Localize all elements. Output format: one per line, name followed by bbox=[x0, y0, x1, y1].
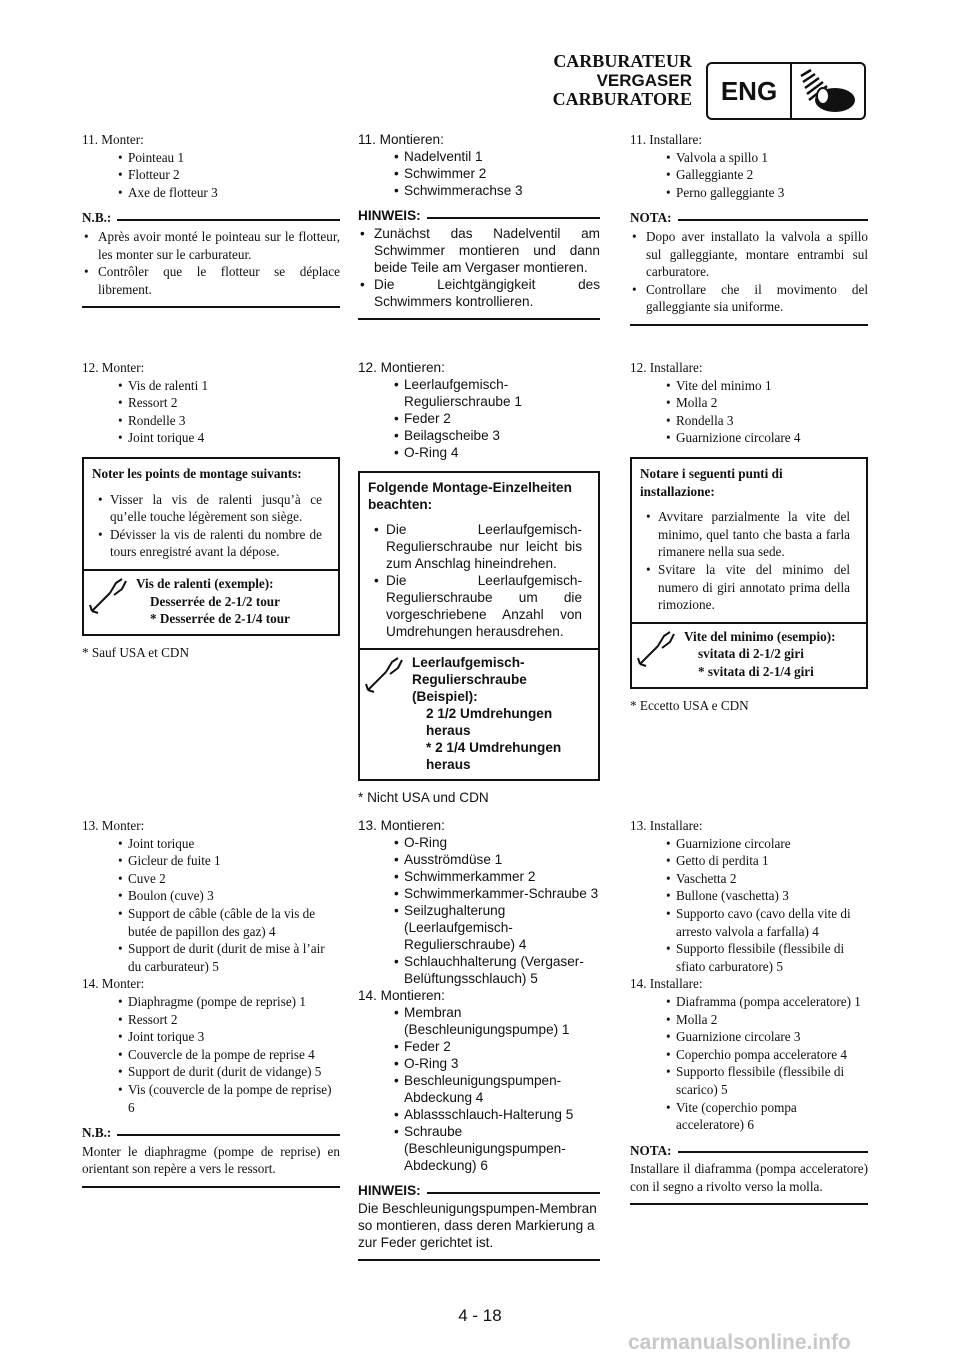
step-title: 11. Monter: bbox=[82, 132, 144, 147]
list-item: • Molla 2 bbox=[630, 394, 868, 412]
list-item: • Bullone (vaschetta) 3 bbox=[630, 887, 868, 905]
list-item: • Joint torique 4 bbox=[82, 429, 340, 447]
title-de: VERGASER bbox=[596, 71, 692, 90]
list-item: • Guarnizione circolare 3 bbox=[630, 1028, 868, 1046]
list-item: • Diaframma (pompa acceleratore) 1 bbox=[630, 993, 868, 1011]
note-heading bbox=[630, 209, 868, 227]
section-code: ENG bbox=[708, 64, 792, 118]
list-item: • Valvola a spillo 1 bbox=[630, 149, 868, 167]
svg-text:carmanualsonline.info: carmanualsonline.info bbox=[628, 1331, 851, 1354]
spec-title: Vite del minimo (esempio): bbox=[684, 628, 836, 644]
list-item: • Gicleur de fuite 1 bbox=[82, 852, 340, 870]
spec-value: Desserrée de 2-1/2 tour bbox=[150, 593, 280, 609]
list-item: • Membran (Beschleunigungspumpe) 1 bbox=[358, 1004, 600, 1038]
box-heading: Notare i seguenti punti di installazione: bbox=[640, 465, 783, 499]
spec-panel bbox=[84, 569, 338, 634]
step-title: 14. Installare: bbox=[630, 976, 703, 992]
wrench-icon bbox=[360, 650, 408, 779]
footnote: * Nicht USA und CDN bbox=[358, 790, 489, 805]
step-title: 13. Installare: bbox=[630, 818, 703, 833]
step-title: 14. Monter: bbox=[82, 976, 145, 992]
step-title: 13. Montieren: bbox=[358, 818, 445, 833]
list-item: • Support de durit (durit de mise à l’air du carburateur) 5 bbox=[82, 940, 340, 975]
list-item: • Couvercle de la pompe de reprise 4 bbox=[82, 1046, 340, 1064]
step-title: 11. Montieren: bbox=[358, 132, 444, 147]
note-heading bbox=[358, 1182, 600, 1199]
footnote: * Eccetto USA e CDN bbox=[630, 697, 749, 713]
title-fr: CARBURATEUR bbox=[553, 51, 692, 71]
list-item: • Beilagscheibe 3 bbox=[358, 427, 600, 444]
spec-title: Leerlaufgemisch-Regulierschraube (Beispiel): bbox=[412, 655, 527, 704]
step-title: 12. Installare: bbox=[630, 360, 703, 375]
list-item: • Joint torique bbox=[82, 835, 340, 853]
list-item: • Seilzughalterung (Leerlaufgemisch-Regulierschraube) 4 bbox=[358, 902, 600, 953]
box-item: • Visser la vis de ralenti jusqu’à ce qu’elle touche légèrement son siège. bbox=[92, 491, 330, 526]
box-item: • Die Leerlaufgemisch-Regulierschraube um die vorgeschriebene Anzahl von Umdrehungen herausdrehen. bbox=[368, 572, 590, 640]
column-it bbox=[630, 131, 868, 326]
list-item: • Vite del minimo 1 bbox=[630, 377, 868, 395]
installation-box bbox=[82, 457, 340, 636]
list-item: • Guarnizione circolare bbox=[630, 835, 868, 853]
note-label: HINWEIS: bbox=[358, 1183, 421, 1198]
list-item: • Schwimmer 2 bbox=[358, 165, 600, 182]
list-item: • Ressort 2 bbox=[82, 1011, 340, 1029]
step-title: 12. Montieren: bbox=[358, 360, 445, 375]
note-label: HINWEIS: bbox=[358, 208, 421, 223]
list-item: • Ausströmdüse 1 bbox=[358, 851, 600, 868]
list-item: • Schlauchhalterung (Vergaser-Belüftungsschlauch) 5 bbox=[358, 953, 600, 987]
column-de bbox=[358, 131, 600, 320]
spec-value: * Desserrée de 2-1/4 tour bbox=[150, 611, 290, 627]
list-item: • Schwimmerkammer 2 bbox=[358, 868, 600, 885]
box-heading: Noter les points de montage suivants: bbox=[92, 465, 302, 481]
list-item: • Getto di perdita 1 bbox=[630, 852, 868, 870]
list-item: • Rondelle 3 bbox=[82, 412, 340, 430]
box-item: • Dévisser la vis de ralenti du nombre de tours enregistré avant la dépose. bbox=[92, 526, 330, 561]
list-item: • Molla 2 bbox=[630, 1011, 868, 1029]
column-fr bbox=[82, 131, 340, 308]
note-heading bbox=[82, 1124, 340, 1142]
spec-panel bbox=[360, 648, 598, 779]
note-item: • Die Leichtgängigkeit des Schwimmers kontrollieren. bbox=[358, 276, 600, 310]
spec-value: 2 1/2 Umdrehungen heraus bbox=[426, 706, 553, 738]
list-item: • Supporto flessibile (flessibile di scarico) 5 bbox=[630, 1063, 868, 1098]
box-heading: Folgende Montage-Einzelheiten beachten: bbox=[368, 480, 572, 512]
wrench-icon bbox=[84, 571, 132, 634]
spec-title: Vis de ralenti (exemple): bbox=[136, 575, 274, 591]
note-label: NOTA: bbox=[630, 1142, 672, 1158]
spec-value: * svitata di 2-1/4 giri bbox=[698, 663, 814, 679]
list-item: • Guarnizione circolare 4 bbox=[630, 429, 868, 447]
installation-box bbox=[358, 471, 600, 781]
list-item: • Ablassschlauch-Halterung 5 bbox=[358, 1106, 600, 1123]
note-text: Monter le diaphragme (pompe de reprise) en orientant son repère a vers le ressort. bbox=[82, 1143, 340, 1177]
list-item: • Vis de ralenti 1 bbox=[82, 377, 340, 395]
list-item: • Feder 2 bbox=[358, 410, 600, 427]
list-item: • Flotteur 2 bbox=[82, 166, 340, 184]
watermark-logo bbox=[628, 1330, 948, 1354]
step-title: 11. Installare: bbox=[630, 132, 703, 147]
list-item: • Vis (couvercle de la pompe de reprise) 6 bbox=[82, 1081, 340, 1116]
box-item: • Avvitare parzialmente la vite del minimo, quel tanto che basta a farla rimanere nella sua sede. bbox=[640, 508, 858, 561]
list-item: • Schwimmerkammer-Schraube 3 bbox=[358, 885, 600, 902]
list-item: • Joint torique 3 bbox=[82, 1028, 340, 1046]
column-it-step12 bbox=[630, 359, 868, 714]
note-heading bbox=[82, 209, 340, 227]
column-it-step13 bbox=[630, 817, 868, 1205]
note-item: • Après avoir monté le pointeau sur le flotteur, les monter sur le carburateur. bbox=[82, 228, 340, 263]
wrench-icon bbox=[632, 624, 680, 687]
spec-value: svitata di 2-1/2 giri bbox=[698, 646, 804, 662]
note-label: N.B.: bbox=[82, 210, 112, 226]
list-item: • Beschleunigungspumpen-Abdeckung 4 bbox=[358, 1072, 600, 1106]
list-item: • Perno galleggiante 3 bbox=[630, 184, 868, 202]
spec-value: * 2 1/4 Umdrehungen heraus bbox=[426, 740, 562, 772]
spec-panel bbox=[632, 622, 866, 687]
note-item: • Zunächst das Nadelventil am Schwimmer montieren und dann beide Teile am Vergaser montieren. bbox=[358, 225, 600, 276]
note-heading bbox=[358, 207, 600, 224]
title-it: CARBURATORE bbox=[552, 89, 692, 109]
engine-spring-icon bbox=[792, 64, 864, 118]
footnote: * Sauf USA et CDN bbox=[82, 644, 189, 660]
list-item: • Rondella 3 bbox=[630, 412, 868, 430]
list-item: • O-Ring bbox=[358, 834, 600, 851]
list-item: • Supporto flessibile (flessibile di sfiato carburatore) 5 bbox=[630, 940, 868, 975]
installation-box bbox=[630, 457, 868, 689]
list-item: • Coperchio pompa acceleratore 4 bbox=[630, 1046, 868, 1064]
list-item: • Feder 2 bbox=[358, 1038, 600, 1055]
list-item: • Vaschetta 2 bbox=[630, 870, 868, 888]
list-item: • O-Ring 4 bbox=[358, 444, 600, 461]
step-title: 14. Montieren: bbox=[358, 988, 445, 1003]
list-item: • Ressort 2 bbox=[82, 394, 340, 412]
note-text: Installare il diaframma (pompa acceleratore) con il segno a rivolto verso la molla. bbox=[630, 1161, 868, 1194]
step-title: 13. Monter: bbox=[82, 818, 145, 833]
column-fr-step12 bbox=[82, 359, 340, 661]
list-item: • O-Ring 3 bbox=[358, 1055, 600, 1072]
list-item: • Galleggiante 2 bbox=[630, 166, 868, 184]
list-item: • Schwimmerachse 3 bbox=[358, 182, 600, 199]
note-heading bbox=[630, 1142, 868, 1160]
list-item: • Boulon (cuve) 3 bbox=[82, 887, 340, 905]
step-title: 12. Monter: bbox=[82, 360, 145, 375]
note-label: N.B.: bbox=[82, 1125, 112, 1141]
note-item: • Controllare che il movimento del galleggiante sia uniforme. bbox=[630, 281, 868, 316]
note-text: Die Beschleunigungspumpen-Membran so montieren, dass deren Markierung a zur Feder gerichtet ist. bbox=[358, 1201, 597, 1250]
list-item: • Support de câble (câble de la vis de butée de papillon des gaz) 4 bbox=[82, 905, 340, 940]
list-item: • Leerlaufgemisch-Regulierschraube 1 bbox=[358, 376, 600, 410]
column-de-step12 bbox=[358, 359, 600, 806]
note-item: • Contrôler que le flotteur se déplace librement. bbox=[82, 263, 340, 298]
list-item: • Diaphragme (pompe de reprise) 1 bbox=[82, 993, 340, 1011]
list-item: • Nadelventil 1 bbox=[358, 148, 600, 165]
column-de-step13 bbox=[358, 817, 600, 1261]
box-item: • Die Leerlaufgemisch-Regulierschraube nur leicht bis zum Anschlag hineindrehen. bbox=[368, 521, 590, 572]
column-fr-step13 bbox=[82, 817, 340, 1188]
section-title-block bbox=[553, 52, 692, 109]
list-item: • Vite (coperchio pompa acceleratore) 6 bbox=[630, 1099, 868, 1134]
list-item: • Supporto cavo (cavo della vite di arresto valvola a farfalla) 4 bbox=[630, 905, 868, 940]
list-item: • Support de durit (durit de vidange) 5 bbox=[82, 1063, 340, 1081]
note-label: NOTA: bbox=[630, 210, 672, 226]
list-item: • Cuve 2 bbox=[82, 870, 340, 888]
section-tab bbox=[706, 62, 866, 120]
page-number: 4 - 18 bbox=[458, 1306, 502, 1325]
list-item: • Schraube (Beschleunigungspumpen-Abdeckung) 6 bbox=[358, 1123, 600, 1174]
list-item: • Pointeau 1 bbox=[82, 149, 340, 167]
box-item: • Svitare la vite del minimo del numero di giri annotato prima della rimozione. bbox=[640, 561, 858, 614]
note-item: • Dopo aver installato la valvola a spillo sul galleggiante, montare entrambi sul carburatore. bbox=[630, 228, 868, 281]
list-item: • Axe de flotteur 3 bbox=[82, 184, 340, 202]
